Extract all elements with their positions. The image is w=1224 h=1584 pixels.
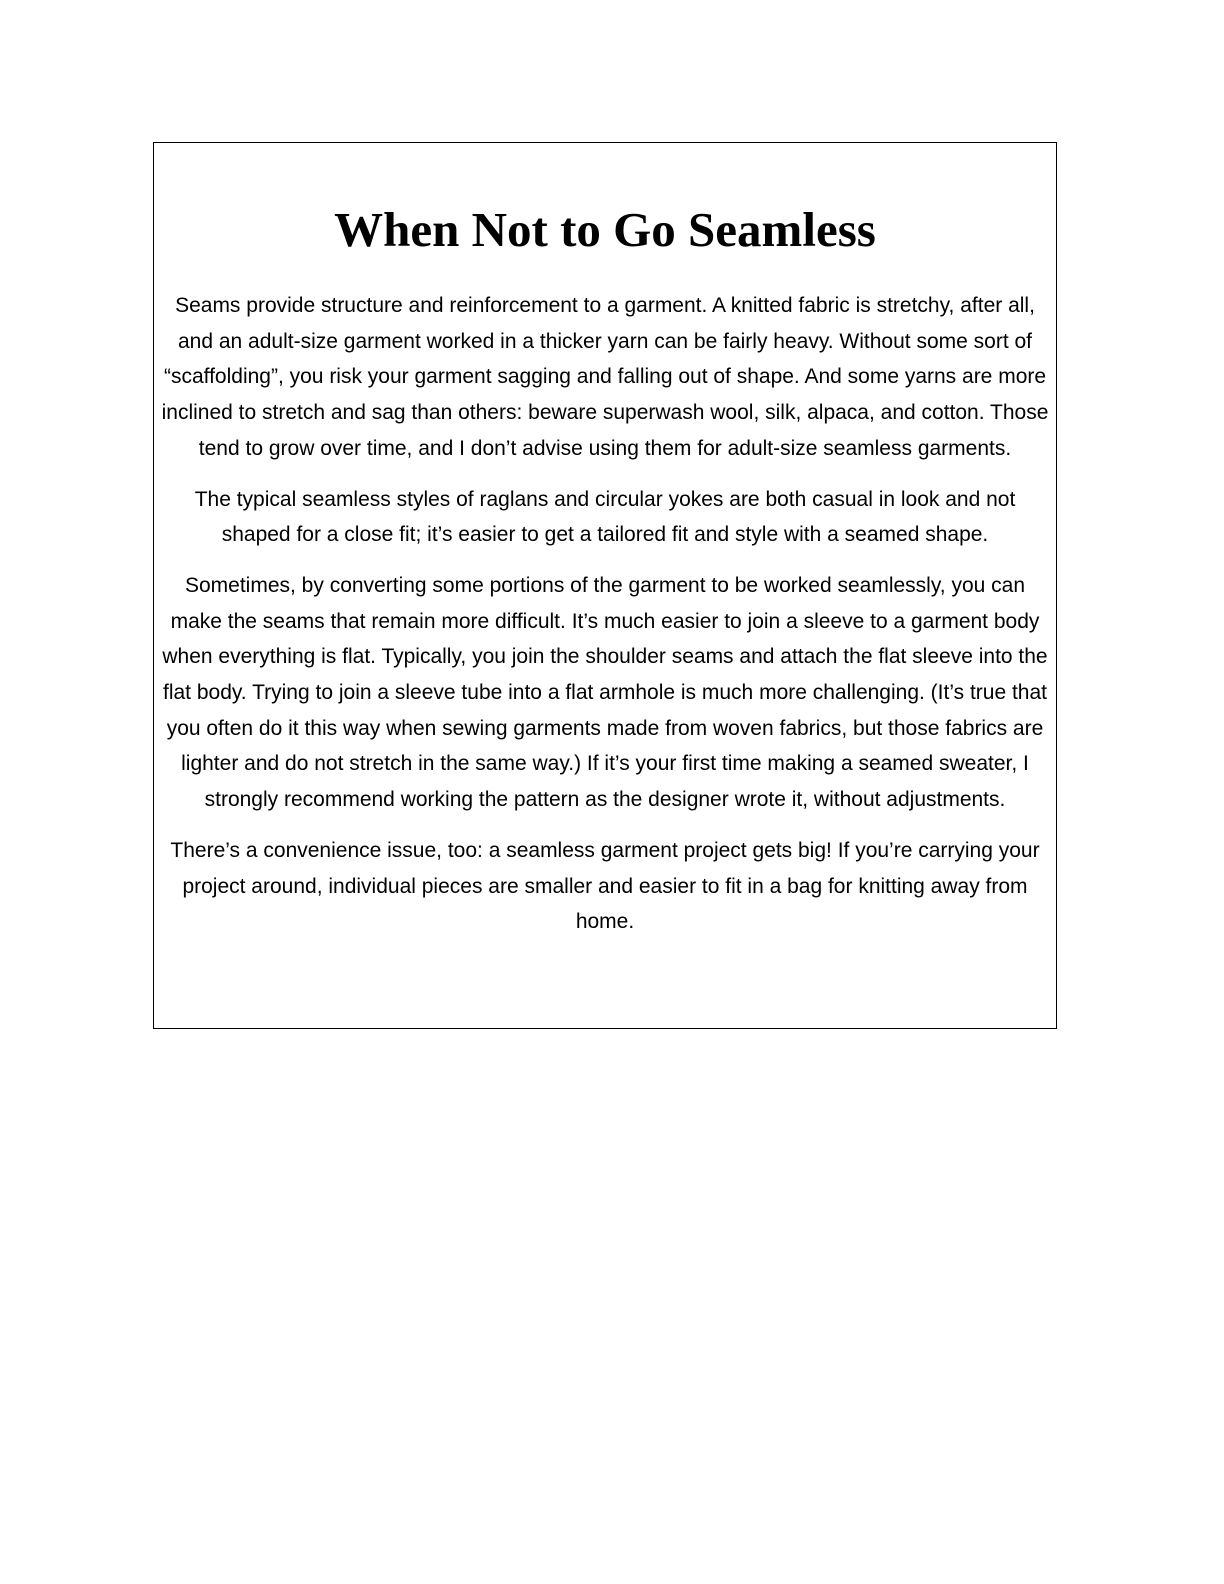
box-paragraph-3: Sometimes, by converting some portions of the garment to be worked seamlessly, you can make the seams that remain more difficult. It’s much easier to join a sleeve to a garment body when everything is flat. Typically, you join the shoulder seams and attach the flat sleeve into the flat body. Trying to join a sleeve tube into a flat armhole is much more challenging. (It’s true that you often do it this way when sewing garments made from woven fabrics, but those fabrics are lighter and do not stretch in the same way.) If it’s your first time making a seamed sweater, I strongly recommend working the pattern as the designer wrote it, without adjustments. bbox=[162, 573, 1048, 812]
sidebar-box bbox=[153, 142, 1057, 1029]
box-paragraph-1: Seams provide structure and reinforcement to a garment. A knitted fabric is stretchy, after all, and an adult-size garment worked in a thicker yarn can be fairly heavy. Without some sort of “scaffolding”, you risk your garment sagging and falling out of shape. And some yarns are more inclined to stretch and sag than others: beware superwash wool, silk, alpaca, and cotton. Those tend to grow over time, and I don’t advise using them for adult-size seamless garments. bbox=[161, 294, 1049, 460]
box-paragraph-4: There’s a convenience issue, too: a seamless garment project gets big! If you’re carrying your project around, individual pieces are smaller and easier to fit in a bag for knitting away from home. bbox=[170, 838, 1040, 934]
box-paragraph-2: The typical seamless styles of raglans and circular yokes are both casual in look and not shaped for a close fit; it’s easier to get a tailored fit and style with a seamed shape. bbox=[194, 487, 1016, 547]
box-title: When Not to Go Seamless bbox=[334, 202, 876, 257]
